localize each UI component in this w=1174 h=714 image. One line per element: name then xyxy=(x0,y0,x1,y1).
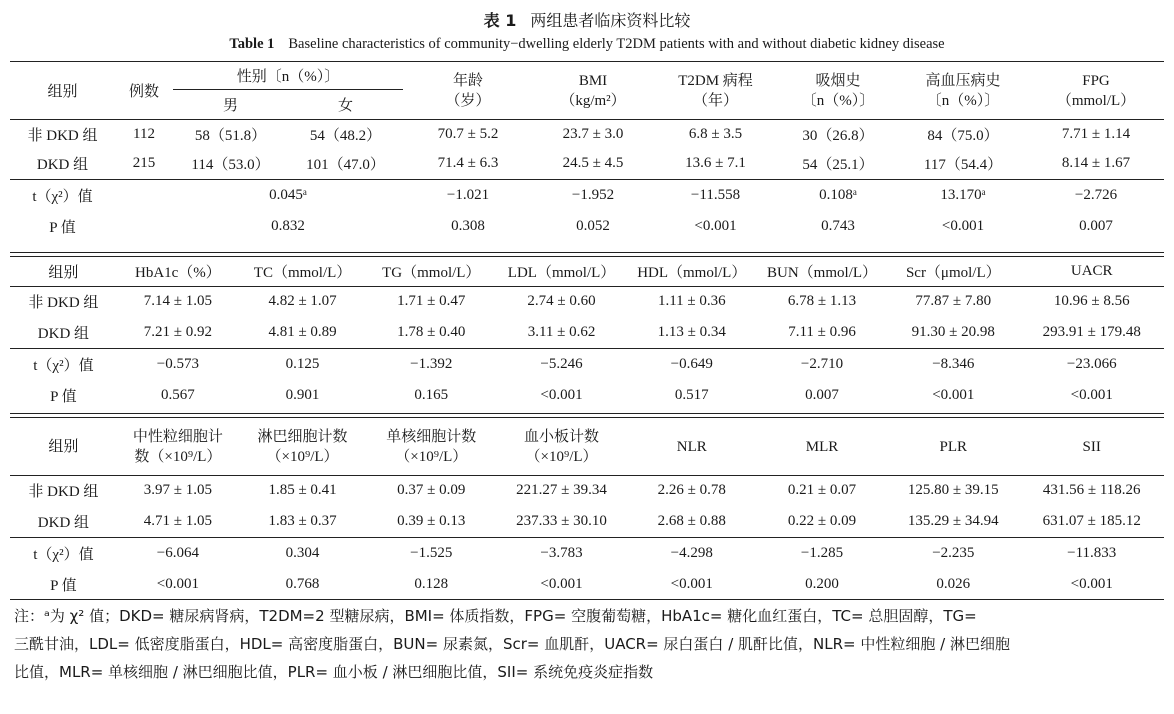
stat-row: t（χ²）值 −0.573 0.125 −1.392 −5.246 −0.649 −2.710 −8.346 −23.066 xyxy=(10,348,1164,380)
table-block-1 xyxy=(10,63,1164,241)
stat-row: P 值 0.567 0.901 0.165 <0.001 0.517 0.007 <0.001 <0.001 xyxy=(50,386,1113,405)
header-smoke: 吸烟史 〔n（%）〕 xyxy=(801,72,875,109)
header-group: 组别 xyxy=(47,84,78,101)
header-count: 例数 xyxy=(128,84,159,101)
table-row: DKD 组 215 114（53.0） 101（47.0） 71.4 ± 6.3 24.5 ± 4.5 13.6 ± 7.1 54（25.1） 117（54.4） 8.14 ± 1.67 xyxy=(36,155,1131,174)
header-row: 组别 中性粒细胞计 数（×10⁹/L） 淋巴细胞计数 （×10⁹/L） 单核细胞计数 （×10⁹/L） 血小板计数 （×10⁹/L） NLR MLR PLR SII xyxy=(48,428,1101,465)
bottom-rule xyxy=(10,599,1164,600)
table-caption-en xyxy=(0,36,1174,53)
header-sex: 性别〔n（%）〕 xyxy=(173,63,403,89)
table-label-en: Table 1 xyxy=(229,36,275,52)
table-title-zh: 两组患者临床资料比较 xyxy=(530,11,691,30)
divider-rule xyxy=(10,417,1164,418)
divider-rule xyxy=(10,252,1164,253)
table-row: 非 DKD 组 3.97 ± 1.05 1.85 ± 0.41 0.37 ± 0.09 221.27 ± 39.34 2.26 ± 0.78 0.21 ± 0.07 125.80 ± 39.15 431.56 ± 118.26 xyxy=(10,475,1164,506)
footnote-line-2: 三酰甘油，LDL= 低密度脂蛋白，HDL= 高密度脂蛋白，BUN= 尿素氮，Scr= 血肌酐，UACR= 尿白蛋白 / 肌酐比值，NLR= 中性粒细胞 / 淋巴细胞 xyxy=(14,635,1010,653)
header-row: 组别 HbA1c（%） TC（mmol/L） TG（mmol/L） LDL（mmol/L） HDL（mmol/L） BUN（mmol/L） Scr（μmol/L） UACR xyxy=(48,263,1113,282)
table-caption-zh xyxy=(0,8,1174,31)
header-age: 年龄 （岁） xyxy=(445,72,491,109)
header-female: 女 xyxy=(337,97,353,114)
table-block-3 xyxy=(10,419,1164,599)
stat-row: P 值 <0.001 0.768 0.128 <0.001 <0.001 0.200 0.026 <0.001 xyxy=(50,575,1113,594)
table-row: 非 DKD 组 7.14 ± 1.05 4.82 ± 1.07 1.71 ± 0.47 2.74 ± 0.60 1.11 ± 0.36 6.78 ± 1.13 77.87 ± 7.80 10.96 ± 8.56 xyxy=(10,286,1164,317)
table-label-zh: 表 1 xyxy=(483,11,517,30)
table-row: DKD 组 7.21 ± 0.92 4.81 ± 0.89 1.78 ± 0.40 3.11 ± 0.62 1.13 ± 0.34 7.11 ± 0.96 91.30 ± 20.98 293.91 ± 179.48 xyxy=(37,323,1141,342)
table-row: 非 DKD 组 112 58（51.8） 54（48.2） 70.7 ± 5.2 23.7 ± 3.0 6.8 ± 3.5 30（26.8） 84（75.0） 7.71 ± 1.14 xyxy=(10,119,1164,149)
header-fpg: FPG （mmol/L） xyxy=(1056,72,1136,109)
header-htn: 高血压病史 〔n（%）〕 xyxy=(925,72,1001,109)
stat-row: P 值 0.832 0.308 0.052 <0.001 0.743 <0.001 0.007 xyxy=(49,217,1113,236)
divider-rule xyxy=(10,256,1164,257)
divider-rule xyxy=(10,413,1164,414)
footnote-line-3: 比值，MLR= 单核细胞 / 淋巴细胞比值，PLR= 血小板 / 淋巴细胞比值，SII= 系统免疫炎症指数 xyxy=(14,663,654,681)
top-rule xyxy=(10,61,1164,62)
footnote-line-1: 注：ᵃ为 χ² 值；DKD= 糖尿病肾病，T2DM=2 型糖尿病，BMI= 体质指数，FPG= 空腹葡萄糖，HbA1c= 糖化血红蛋白，TC= 总胆固醇，TG= xyxy=(14,607,977,625)
header-bmi: BMI （kg/m²） xyxy=(560,72,626,109)
header-male: 男 xyxy=(222,97,238,114)
stat-row: t（χ²）值 0.045ᵃ −1.021 −1.952 −11.558 0.108ᵃ 13.170ᵃ −2.726 xyxy=(10,179,1164,211)
stat-row: t（χ²）值 −6.064 0.304 −1.525 −3.783 −4.298 −1.285 −2.235 −11.833 xyxy=(10,537,1164,569)
table-title-en: Baseline characteristics of community−dwelling elderly T2DM patients with and without diabetic kidney disease xyxy=(288,36,945,52)
table-block-2 xyxy=(10,258,1164,410)
table-row: DKD 组 4.71 ± 1.05 1.83 ± 0.37 0.39 ± 0.13 237.33 ± 30.10 2.68 ± 0.88 0.22 ± 0.09 135.29 ± 34.94 631.07 ± 185.12 xyxy=(37,512,1141,531)
header-t2dm: T2DM 病程 （年） xyxy=(678,72,753,109)
table-footnote xyxy=(14,602,1164,686)
